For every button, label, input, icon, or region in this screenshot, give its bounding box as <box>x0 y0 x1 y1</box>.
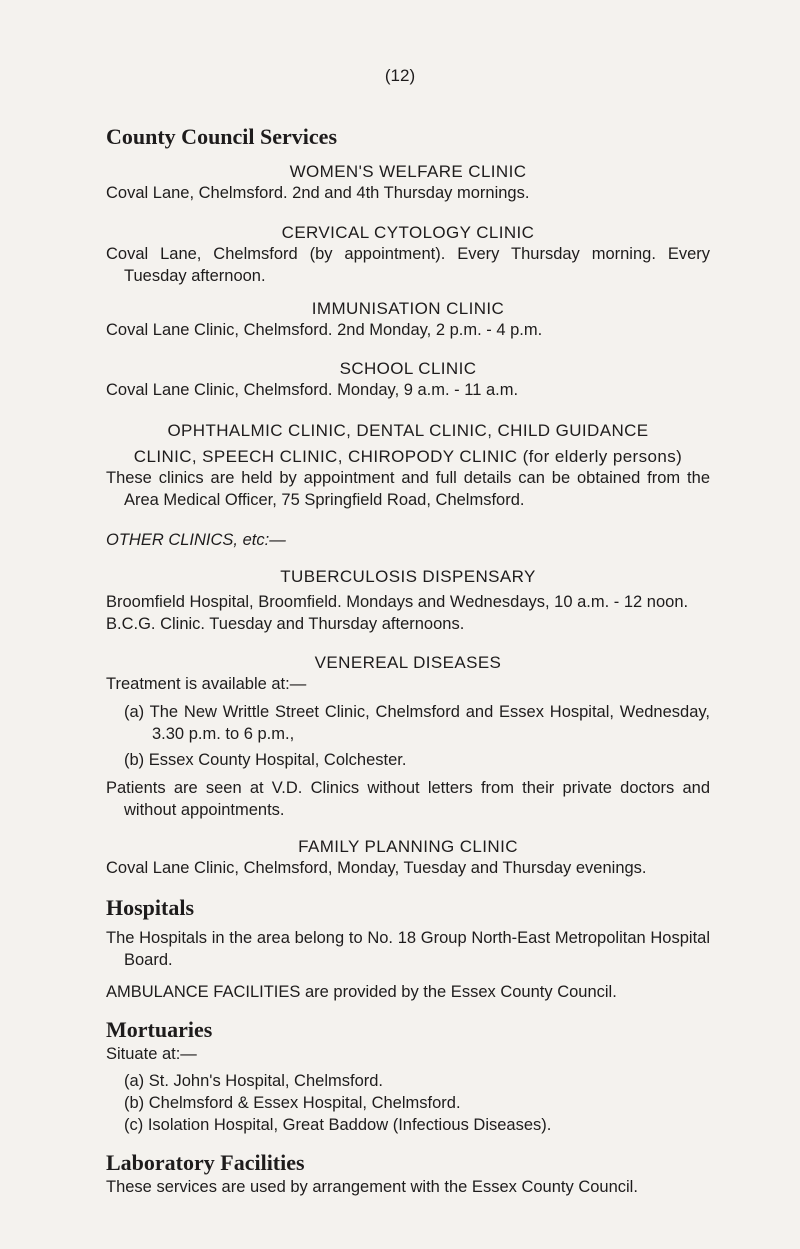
womens-welfare-title: WOMEN'S WELFARE CLINIC <box>289 162 527 181</box>
other-clinics-label: OTHER CLINICS, etc:— <box>106 531 286 549</box>
womens-welfare-text: Coval Lane, Chelmsford. 2nd and 4th Thursday mornings. <box>106 184 530 202</box>
vd-item-b: (b) Essex County Hospital, Colchester. <box>124 751 407 769</box>
mortuary-item-c: (c) Isolation Hospital, Great Baddow (Infectious Diseases). <box>124 1116 552 1134</box>
mortuaries-heading: Mortuaries <box>106 1017 213 1042</box>
bcg-clinic-text: B.C.G. Clinic. Tuesday and Thursday afternoons. <box>106 615 465 633</box>
cervical-text: Coval Lane, Chelmsford (by appointment). Every Thursday morning. Every Tuesday afternoon. <box>106 245 710 285</box>
ophthalmic-text: These clinics are held by appointment and full details can be obtained from the Area Medical Officer, 75 Springfield Road, Chelmsford. <box>106 469 710 509</box>
county-heading: County Council Services <box>106 124 337 149</box>
mortuary-item-b: (b) Chelmsford & Essex Hospital, Chelmsford. <box>124 1094 461 1112</box>
vd-note: Patients are seen at V.D. Clinics without letters from their private doctors and without appointments. <box>106 779 710 819</box>
mortuaries-intro: Situate at:— <box>106 1045 197 1063</box>
tb-dispensary-title: TUBERCULOSIS DISPENSARY <box>280 567 536 586</box>
ophthalmic-title-line2: CLINIC, SPEECH CLINIC, CHIROPODY CLINIC (for elderly persons) <box>133 447 683 466</box>
mortuary-item-a: (a) St. John's Hospital, Chelmsford. <box>124 1072 383 1090</box>
ambulance-text: AMBULANCE FACILITIES are provided by the Essex County Council. <box>106 983 617 1001</box>
family-planning-text: Coval Lane Clinic, Chelmsford, Monday, Tuesday and Thursday evenings. <box>106 859 647 877</box>
ophthalmic-title-line1: OPHTHALMIC CLINIC, DENTAL CLINIC, CHILD GUIDANCE <box>167 421 649 440</box>
school-clinic-text: Coval Lane Clinic, Chelmsford. Monday, 9 a.m. - 11 a.m. <box>106 381 519 399</box>
hospitals-text: The Hospitals in the area belong to No. 18 Group North-East Metropolitan Hospital Board. <box>106 929 710 969</box>
laboratory-heading: Laboratory Facilities <box>106 1150 305 1175</box>
page-number: (12) <box>384 66 416 85</box>
school-clinic-title: SCHOOL CLINIC <box>339 359 477 378</box>
hospitals-heading: Hospitals <box>106 895 195 920</box>
vd-intro: Treatment is available at:— <box>106 675 307 693</box>
page-content <box>106 124 710 1198</box>
family-planning-title: FAMILY PLANNING CLINIC <box>298 837 518 856</box>
cervical-title: CERVICAL CYTOLOGY CLINIC <box>281 223 535 242</box>
vd-title: VENEREAL DISEASES <box>314 653 502 672</box>
tb-dispensary-text: Broomfield Hospital, Broomfield. Mondays and Wednesdays, 10 a.m. - 12 noon. <box>106 593 689 611</box>
laboratory-text: These services are used by arrangement with the Essex County Council. <box>106 1178 638 1196</box>
immunisation-text: Coval Lane Clinic, Chelmsford. 2nd Monday, 2 p.m. - 4 p.m. <box>106 321 543 339</box>
immunisation-title: IMMUNISATION CLINIC <box>311 299 505 318</box>
vd-item-a: (a) The New Writtle Street Clinic, Chelmsford and Essex Hospital, Wednesday, 3.30 p.m. to 6 p.m., <box>124 703 710 743</box>
